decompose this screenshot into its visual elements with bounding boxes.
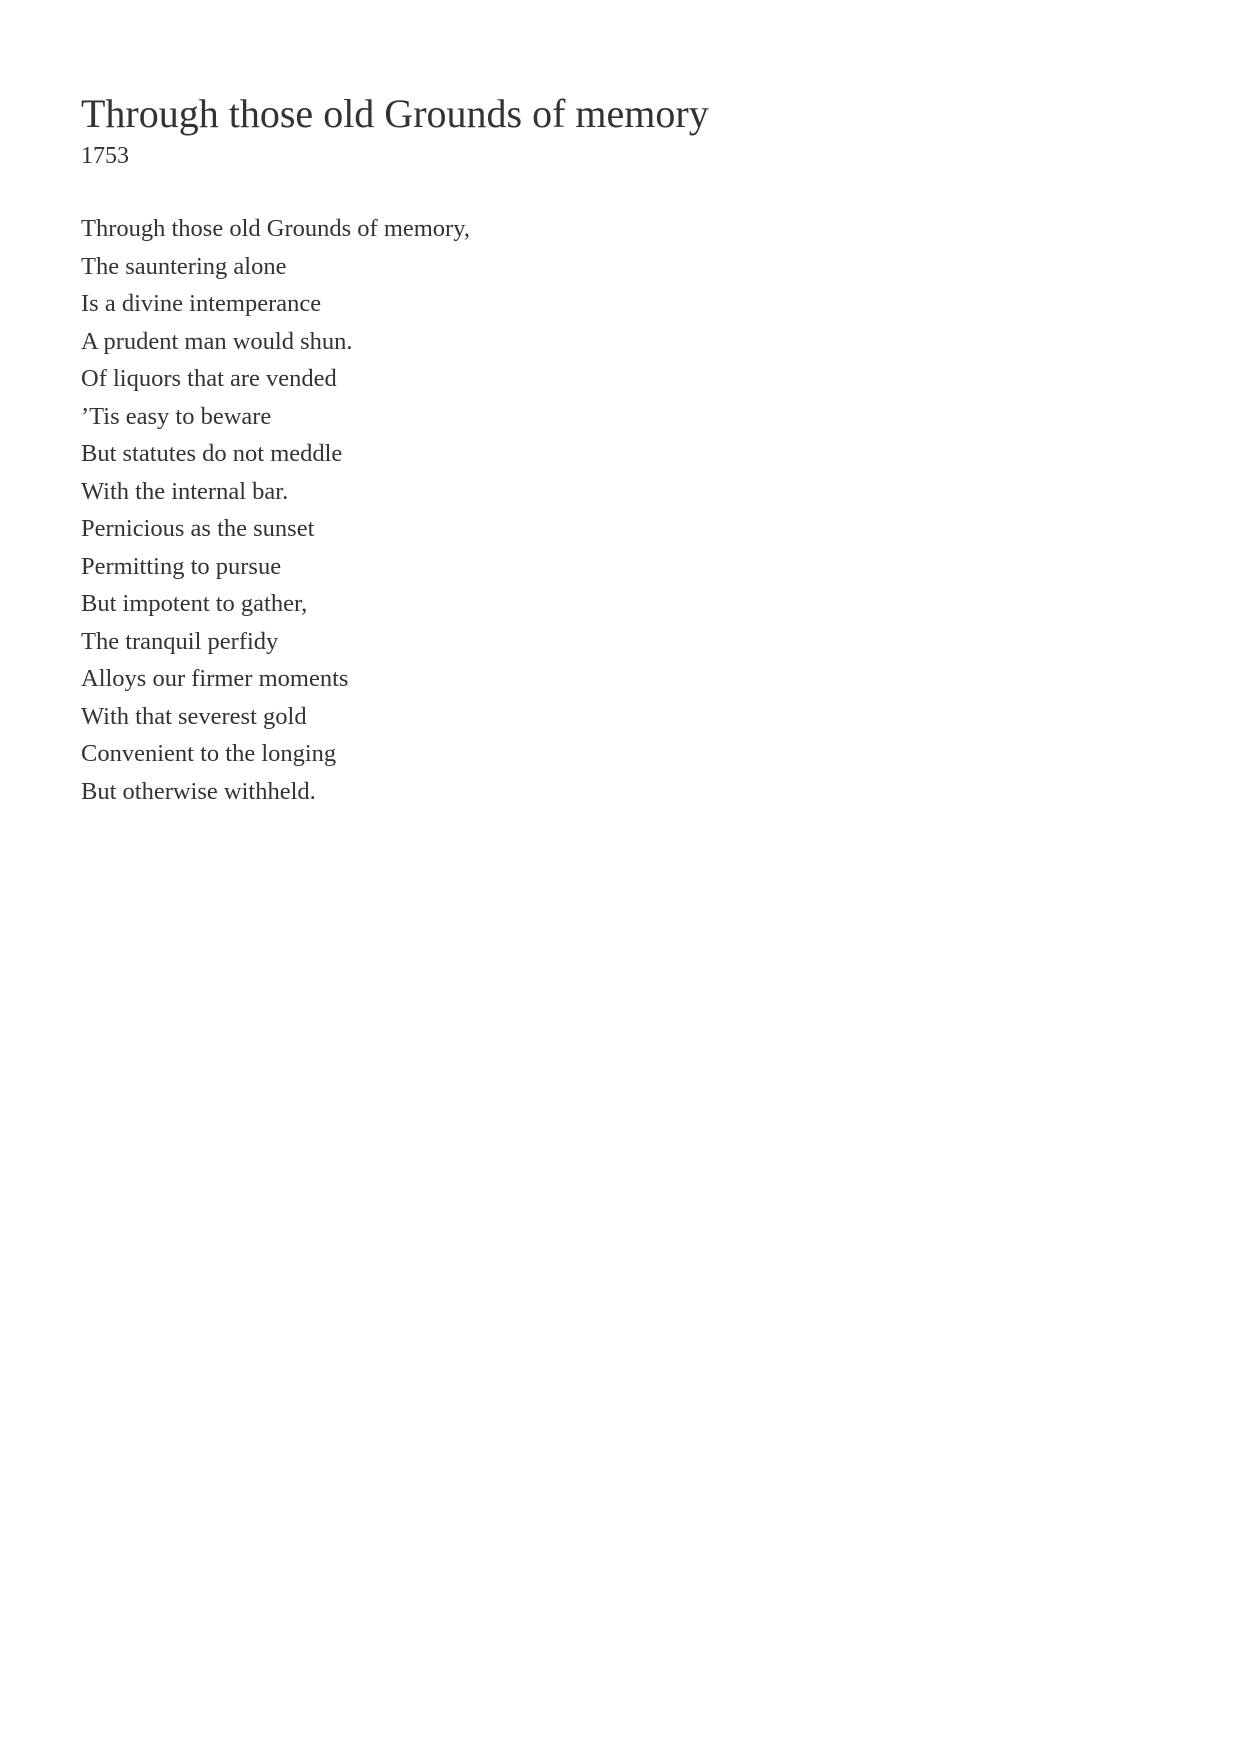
poem-line: Of liquors that are vended [81, 365, 337, 392]
poem-year: 1753 [81, 143, 129, 169]
poem-line: The sauntering alone [81, 252, 287, 280]
poem-line: ’Tis easy to beware [81, 402, 272, 430]
poem-line: Convenient to the longing [81, 740, 337, 767]
poem-body [81, 210, 1161, 810]
poem-line: But impotent to gather, [81, 590, 308, 617]
poem-line: With that severest gold [81, 702, 307, 730]
poem-line: Pernicious as the sunset [81, 515, 315, 542]
poem-line: The tranquil perfidy [81, 627, 279, 655]
poem-line: But otherwise withheld. [81, 777, 316, 805]
poem-title: Through those old Grounds of memory [81, 91, 709, 136]
poem-line: But statutes do not meddle [81, 440, 343, 467]
poem-line: Alloys our firmer moments [81, 665, 349, 692]
poem-line: A prudent man would shun. [81, 327, 353, 355]
document-page [81, 88, 1161, 826]
poem-line: Is a divine intemperance [81, 290, 322, 317]
poem-line: Permitting to pursue [81, 552, 282, 580]
poem-line: Through those old Grounds of memory, [81, 215, 470, 242]
poem-line: With the internal bar. [81, 477, 289, 505]
